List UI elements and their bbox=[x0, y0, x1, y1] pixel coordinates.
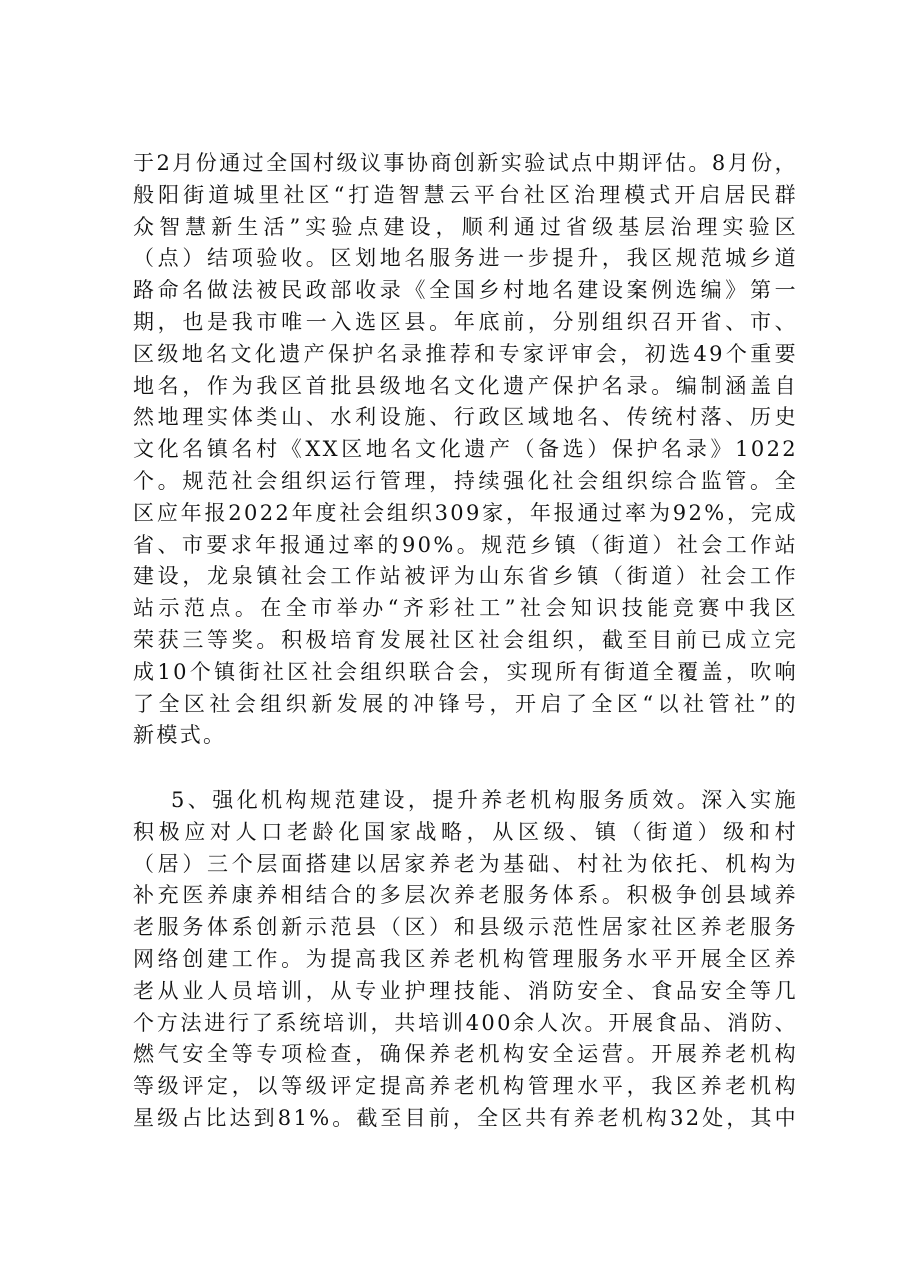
text-line: 区级地名文化遗产保护名录推荐和专家评审会，初选49个重要 bbox=[133, 341, 798, 366]
text-line: 等级评定，以等级评定提高养老机构管理水平，我区养老机构 bbox=[133, 1074, 798, 1099]
text-line: 建设，龙泉镇社会工作站被评为山东省乡镇（街道）社会工作 bbox=[133, 564, 798, 589]
text-line: （居）三个层面搭建以居家养老为基础、村社为依托、机构为 bbox=[133, 851, 798, 876]
text-line: （点）结项验收。区划地名服务进一步提升，我区规范城乡道 bbox=[133, 246, 798, 271]
text-line: 荣获三等奖。积极培育发展社区社会组织，截至目前已成立完 bbox=[133, 627, 798, 652]
text-line: 期，也是我市唯一入选区县。年底前，分别组织召开省、市、 bbox=[133, 309, 798, 334]
text-line: 然地理实体类山、水利设施、行政区域地名、传统村落、历史 bbox=[133, 405, 798, 430]
paragraph-community-governance bbox=[133, 148, 798, 752]
text-line: 区应年报2022年度社会组织309家，年报通过率为92%，完成 bbox=[133, 500, 798, 525]
text-line: 路命名做法被民政部收录《全国乡村地名建设案例选编》第一 bbox=[133, 278, 798, 303]
text-line: 般阳街道城里社区“打造智慧云平台社区治理模式开启居民群 bbox=[133, 182, 798, 207]
text-line: 众智慧新生活”实验点建设，顺利通过省级基层治理实验区 bbox=[133, 214, 798, 239]
text-line: 成10个镇街社区社会组织联合会，实现所有街道全覆盖，吹响 bbox=[133, 659, 798, 684]
text-line: 老从业人员培训，从专业护理技能、消防安全、食品安全等几 bbox=[133, 978, 798, 1003]
text-line: 老服务体系创新示范县（区）和县级示范性居家社区养老服务 bbox=[133, 915, 798, 940]
text-line: 新模式。 bbox=[133, 723, 227, 748]
text-line: 补充医养康养相结合的多层次养老服务体系。积极争创县域养 bbox=[133, 883, 798, 908]
text-line: 个。规范社会组织运行管理，持续强化社会组织综合监管。全 bbox=[133, 468, 798, 493]
text-line: 站示范点。在全市举办“齐彩社工”社会知识技能竞赛中我区 bbox=[133, 596, 798, 621]
text-line: 积极应对人口老龄化国家战略，从区级、镇（街道）级和村 bbox=[133, 819, 798, 844]
text-line: 5、强化机构规范建设，提升养老机构服务质效。深入实施 bbox=[171, 788, 798, 812]
text-line: 个方法进行了系统培训，共培训400余人次。开展食品、消防、 bbox=[133, 1010, 798, 1035]
text-line: 省、市要求年报通过率的90%。规范乡镇（街道）社会工作站 bbox=[133, 532, 798, 557]
paragraph-elderly-care-institutions bbox=[133, 785, 798, 1135]
text-line: 于2月份通过全国村级议事协商创新实验试点中期评估。8月份， bbox=[133, 151, 798, 175]
text-line: 燃气安全等专项检查，确保养老机构安全运营。开展养老机构 bbox=[133, 1042, 798, 1067]
text-line: 文化名镇名村《XX区地名文化遗产（备选）保护名录》1022 bbox=[133, 437, 798, 462]
text-line: 了全区社会组织新发展的冲锋号，开启了全区“以社管社”的 bbox=[133, 691, 798, 716]
text-line: 网络创建工作。为提高我区养老机构管理服务水平开展全区养 bbox=[133, 946, 798, 971]
text-line: 星级占比达到81%。截至目前，全区共有养老机构32处，其中 bbox=[133, 1105, 798, 1130]
text-line: 地名，作为我区首批县级地名文化遗产保护名录。编制涵盖自 bbox=[133, 373, 798, 398]
